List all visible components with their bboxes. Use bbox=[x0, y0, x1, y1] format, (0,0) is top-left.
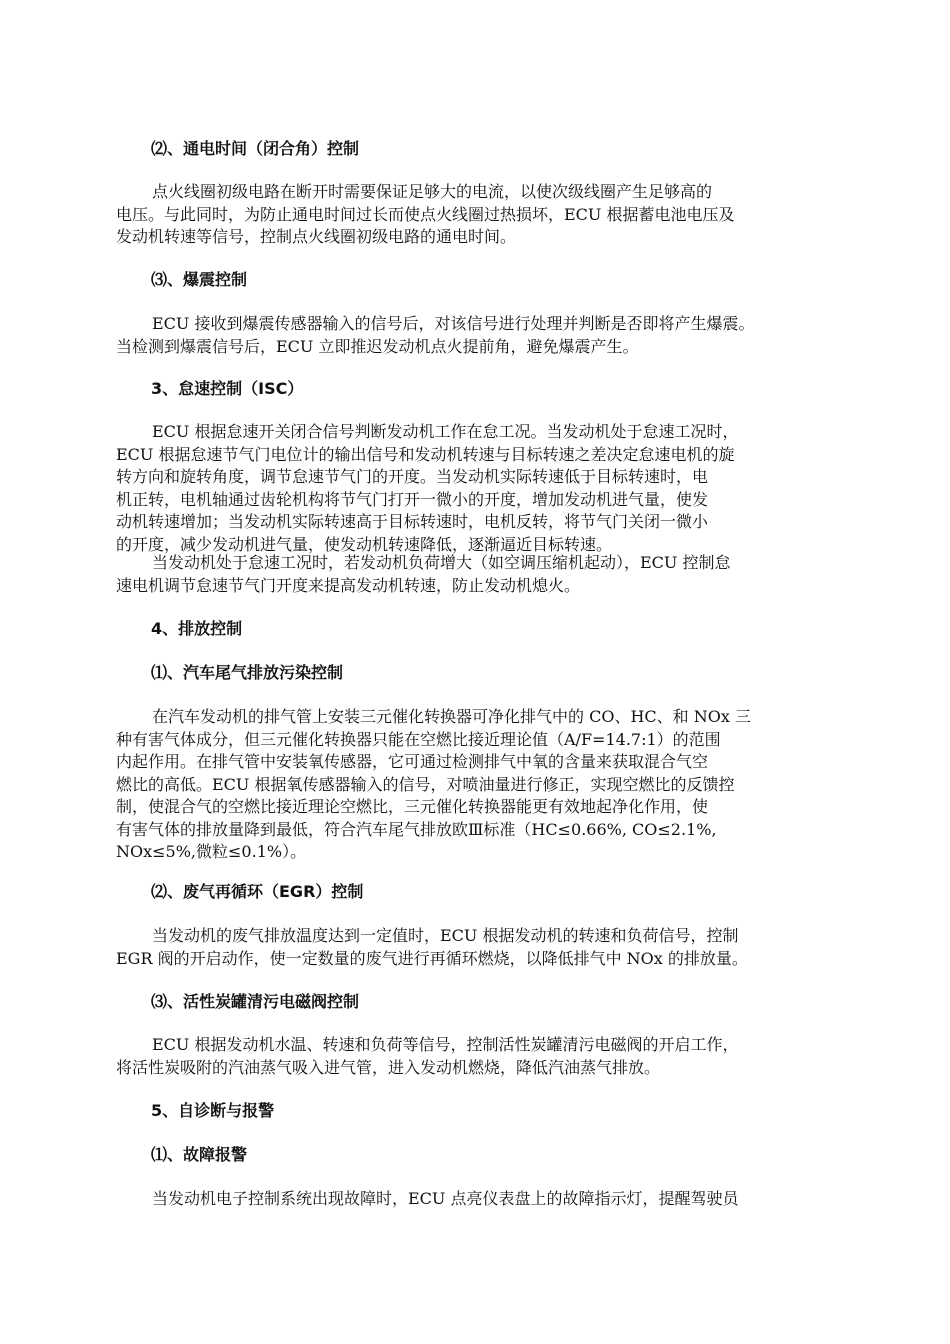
paragraph-line: ECU 根据怠速开关闭合信号判断发动机工作在怠工况。当发动机处于怠速工况时， bbox=[152, 422, 739, 441]
paragraph-line: ECU 根据怠速节气门电位计的输出信号和发动机转速与目标转速之差决定怠速电机的旋 bbox=[116, 444, 735, 464]
paragraph-idle-speed bbox=[116, 421, 876, 556]
paragraph-line: ECU 根据发动机水温、转速和负荷等信号，控制活性炭罐清污电磁阀的开启工作， bbox=[152, 1035, 739, 1054]
paragraph-line: 的开度，减少发动机进气量，使发动机转速降低，逐渐逼近目标转速。 bbox=[116, 534, 613, 554]
paragraph-line: 种有害气体成分，但三元催化转换器只能在空燃比接近理论值（A/F=14.7:1）的范围 bbox=[116, 729, 721, 749]
heading-self-diagnosis: 5、自诊断与报警 bbox=[151, 1101, 275, 1120]
paragraph-line: 当检测到爆震信号后，ECU 立即推迟发动机点火提前角，避免爆震产生。 bbox=[116, 336, 639, 356]
paragraph-line: 燃比的高低。ECU 根据氧传感器输入的信号，对喷油量进行修正，实现空燃比的反馈控 bbox=[116, 774, 735, 794]
paragraph-line: 在汽车发动机的排气管上安装三元催化转换器可净化排气中的 CO、HC、和 NOx 三 bbox=[152, 707, 751, 726]
paragraph-line: NOx≤5%,微粒≤0.1%）。 bbox=[116, 842, 307, 861]
paragraph-dwell-time bbox=[116, 181, 876, 249]
heading-egr-control: ⑵、废气再循环（EGR）控制 bbox=[151, 882, 364, 901]
paragraph-line: 发动机转速等信号，控制点火线圈初级电路的通电时间。 bbox=[116, 227, 517, 246]
heading-emission-control: 4、排放控制 bbox=[151, 619, 243, 638]
paragraph-line: ECU 接收到爆震传感器输入的信号后，对该信号进行处理并判断是否即将产生爆震。 bbox=[152, 314, 755, 333]
paragraph-knock bbox=[116, 313, 876, 358]
paragraph-canister-purge bbox=[116, 1034, 876, 1079]
heading-knock-control: ⑶、爆震控制 bbox=[151, 270, 248, 289]
heading-exhaust-pollution-control: ⑴、汽车尾气排放污染控制 bbox=[151, 663, 344, 682]
heading-idle-speed-control: 3、怠速控制（ISC） bbox=[151, 379, 304, 398]
paragraph-line: 当发动机处于怠速工况时，若发动机负荷增大（如空调压缩机起动），ECU 控制怠 bbox=[152, 553, 731, 572]
paragraph-line: 电压。与此同时，为防止通电时间过长而使点火线圈过热损坏，ECU 根据蓄电池电压及 bbox=[116, 204, 735, 224]
paragraph-exhaust-pollution bbox=[116, 706, 876, 864]
paragraph-line: 转方向和旋转角度，调节怠速节气门的开度。当发动机实际转速低于目标转速时，电 bbox=[116, 467, 709, 486]
paragraph-line: 当发动机电子控制系统出现故障时，ECU 点亮仪表盘上的故障指示灯，提醒驾驶员 bbox=[152, 1189, 739, 1208]
paragraph-line: 机正转，电机轴通过齿轮机构将节气门打开一微小的开度，增加发动机进气量，使发 bbox=[116, 489, 709, 509]
paragraph-line: 将活性炭吸附的汽油蒸气吸入进气管，进入发动机燃烧，降低汽油蒸气排放。 bbox=[116, 1057, 661, 1077]
paragraph-line: EGR 阀的开启动作，使一定数量的废气进行再循环燃烧，以降低排气中 NOx 的排放量。 bbox=[116, 948, 748, 968]
heading-fault-alarm: ⑴、故障报警 bbox=[151, 1145, 248, 1164]
paragraph-egr bbox=[116, 925, 876, 970]
paragraph-line: 制，使混合气的空燃比接近理论空燃比，三元催化转换器能更有效地起净化作用，使 bbox=[116, 797, 709, 816]
heading-canister-purge-control: ⑶、活性炭罐清污电磁阀控制 bbox=[151, 992, 360, 1011]
heading-dwell-time-control: ⑵、通电时间（闭合角）控制 bbox=[151, 139, 360, 158]
paragraph-fault-alarm bbox=[116, 1188, 876, 1211]
paragraph-line: 当发动机的废气排放温度达到一定值时，ECU 根据发动机的转速和负荷信号，控制 bbox=[152, 926, 739, 945]
paragraph-line: 动机转速增加；当发动机实际转速高于目标转速时，电机反转，将节气门关闭一微小 bbox=[116, 512, 709, 531]
paragraph-idle-load bbox=[116, 552, 876, 597]
paragraph-line: 有害气体的排放量降到最低，符合汽车尾气排放欧Ⅲ标准（HC≤0.66%, CO≤2.1%, bbox=[116, 819, 717, 839]
paragraph-line: 点火线圈初级电路在断开时需要保证足够大的电流，以使次级线圈产生足够高的 bbox=[152, 182, 713, 201]
paragraph-line: 速电机调节怠速节气门开度来提高发动机转速，防止发动机熄火。 bbox=[116, 575, 581, 595]
paragraph-line: 内起作用。在排气管中安装氧传感器，它可通过检测排气中氧的含量来获取混合气空 bbox=[116, 752, 709, 771]
